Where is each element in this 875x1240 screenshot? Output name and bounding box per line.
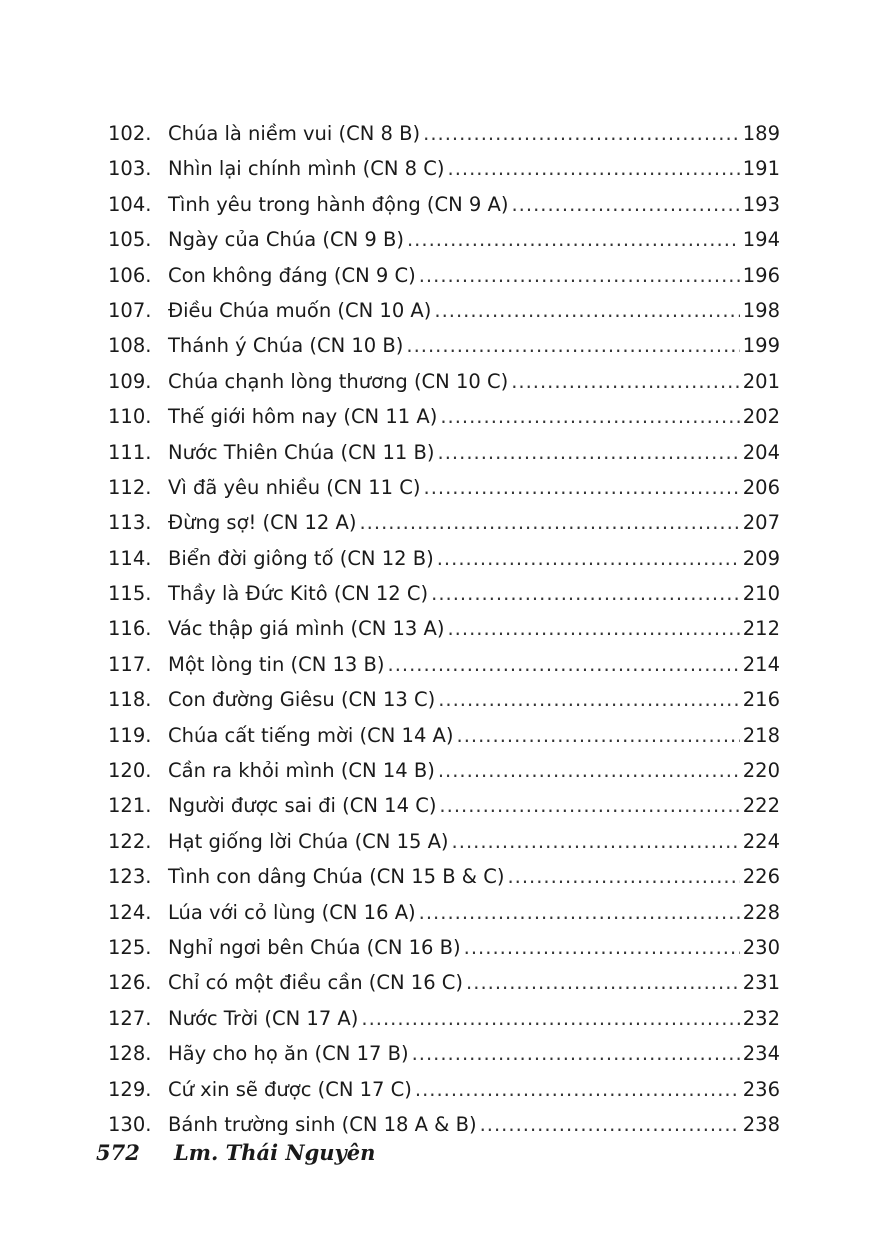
entry-page: 212 xyxy=(742,617,780,641)
toc-entry xyxy=(108,576,780,611)
dot-leader xyxy=(466,965,740,1000)
entry-title: Thế giới hôm nay (CN 11 A) xyxy=(168,405,438,429)
dot-leader xyxy=(447,611,739,646)
entry-page: 232 xyxy=(742,1006,780,1030)
entry-number: 113. xyxy=(108,511,152,535)
entry-page: 218 xyxy=(742,723,780,747)
entry-page: 196 xyxy=(742,263,780,287)
toc-entry xyxy=(108,293,780,328)
entry-title: Nước Thiên Chúa (CN 11 B) xyxy=(168,440,435,464)
entry-number: 128. xyxy=(108,1042,152,1066)
entry-number: 116. xyxy=(108,617,152,641)
toc-entry xyxy=(108,895,780,930)
dot-leader xyxy=(423,116,740,151)
entry-number: 112. xyxy=(108,475,152,499)
dot-leader xyxy=(448,151,740,186)
entry-title: Nước Trời (CN 17 A) xyxy=(168,1006,359,1030)
entry-page: 198 xyxy=(742,298,780,322)
entry-title: Hãy cho họ ăn (CN 17 B) xyxy=(168,1042,409,1066)
toc-entry xyxy=(108,399,780,434)
entry-number: 106. xyxy=(108,263,152,287)
entry-page: 236 xyxy=(742,1077,780,1101)
toc-entry xyxy=(108,788,780,823)
toc-entry xyxy=(108,1107,780,1142)
entry-page: 214 xyxy=(742,652,780,676)
dot-leader xyxy=(457,718,740,753)
dot-leader xyxy=(437,541,740,576)
toc-entry xyxy=(108,541,780,576)
dot-leader xyxy=(438,682,740,717)
entry-title: Tình yêu trong hành động (CN 9 A) xyxy=(168,192,509,216)
entry-page: 234 xyxy=(742,1042,780,1066)
table-of-contents xyxy=(108,116,780,1142)
toc-entry xyxy=(108,824,780,859)
entry-title: Bánh trường sinh (CN 18 A & B) xyxy=(168,1112,477,1136)
entry-number: 108. xyxy=(108,334,152,358)
dot-leader xyxy=(440,399,739,434)
entry-page: 199 xyxy=(742,334,780,358)
entry-number: 114. xyxy=(108,546,152,570)
entry-title: Nhìn lại chính mình (CN 8 C) xyxy=(168,157,445,181)
entry-title: Chúa là niềm vui (CN 8 B) xyxy=(168,122,421,145)
entry-number: 117. xyxy=(108,652,152,676)
toc-entry xyxy=(108,364,780,399)
toc-entry xyxy=(108,1001,780,1036)
entry-page: 226 xyxy=(742,865,780,889)
entry-title: Hạt giống lời Chúa (CN 15 A) xyxy=(168,829,449,853)
entry-title: Đừng sợ! (CN 12 A) xyxy=(168,511,357,535)
entry-title: Người được sai đi (CN 14 C) xyxy=(168,794,437,818)
dot-leader xyxy=(480,1107,740,1142)
toc-entry xyxy=(108,258,780,293)
toc-entry xyxy=(108,965,780,1000)
entry-number: 122. xyxy=(108,829,152,853)
entry-number: 115. xyxy=(108,582,152,606)
entry-page: 191 xyxy=(742,157,780,181)
dot-leader xyxy=(438,753,740,788)
toc-entry xyxy=(108,611,780,646)
entry-title: Chỉ có một điều cần (CN 16 C) xyxy=(168,971,464,995)
entry-title: Vác thập giá mình (CN 13 A) xyxy=(168,617,445,641)
dot-leader xyxy=(361,1001,739,1036)
dot-leader xyxy=(511,364,740,399)
entry-number: 130. xyxy=(108,1112,152,1136)
entry-title: Ngày của Chúa (CN 9 B) xyxy=(168,228,404,252)
entry-page: 201 xyxy=(742,369,780,393)
dot-leader xyxy=(359,505,739,540)
entry-page: 193 xyxy=(742,192,780,216)
dot-leader xyxy=(406,328,739,363)
entry-title: Thầy là Đức Kitô (CN 12 C) xyxy=(168,582,429,606)
toc-entry xyxy=(108,187,780,222)
dot-leader xyxy=(388,647,740,682)
entry-title: Điều Chúa muốn (CN 10 A) xyxy=(168,298,432,322)
toc-entry xyxy=(108,435,780,470)
entry-number: 120. xyxy=(108,759,152,783)
entry-number: 110. xyxy=(108,405,152,429)
toc-entry xyxy=(108,647,780,682)
dot-leader xyxy=(434,293,739,328)
dot-leader xyxy=(507,859,739,894)
footer-author: Lm. Thái Nguyên xyxy=(174,1140,376,1165)
toc-entry xyxy=(108,718,780,753)
toc-entry xyxy=(108,151,780,186)
entry-page: 216 xyxy=(742,688,780,712)
dot-leader xyxy=(407,222,740,257)
toc-entry xyxy=(108,328,780,363)
toc-entry xyxy=(108,1036,780,1071)
entry-title: Lúa với cỏ lùng (CN 16 A) xyxy=(168,900,416,924)
entry-page: 202 xyxy=(742,405,780,429)
entry-title: Cứ xin sẽ được (CN 17 C) xyxy=(168,1077,412,1101)
dot-leader xyxy=(439,788,739,823)
entry-page: 231 xyxy=(742,971,780,995)
page-footer xyxy=(96,1140,375,1165)
entry-number: 125. xyxy=(108,935,152,959)
footer-page-number: 572 xyxy=(96,1140,140,1165)
entry-page: 220 xyxy=(742,759,780,783)
entry-page: 209 xyxy=(742,546,780,570)
entry-title: Nghỉ ngơi bên Chúa (CN 16 B) xyxy=(168,935,461,959)
dot-leader xyxy=(511,187,739,222)
dot-leader xyxy=(415,1072,740,1107)
dot-leader xyxy=(412,1036,740,1071)
dot-leader xyxy=(431,576,740,611)
entry-title: Vì đã yêu nhiều (CN 11 C) xyxy=(168,475,421,499)
entry-page: 224 xyxy=(742,829,780,853)
entry-page: 230 xyxy=(742,935,780,959)
toc-entry xyxy=(108,859,780,894)
dot-leader xyxy=(419,895,740,930)
entry-page: 207 xyxy=(742,511,780,535)
entry-title: Thánh ý Chúa (CN 10 B) xyxy=(168,334,404,358)
entry-title: Chúa cất tiếng mời (CN 14 A) xyxy=(168,723,454,747)
entry-number: 103. xyxy=(108,157,152,181)
entry-number: 127. xyxy=(108,1006,152,1030)
entry-number: 109. xyxy=(108,369,152,393)
toc-entry xyxy=(108,470,780,505)
entry-number: 123. xyxy=(108,865,152,889)
entry-title: Biển đời giông tố (CN 12 B) xyxy=(168,546,434,570)
toc-entry xyxy=(108,682,780,717)
entry-page: 204 xyxy=(742,440,780,464)
entry-page: 222 xyxy=(742,794,780,818)
entry-page: 238 xyxy=(742,1112,780,1136)
entry-number: 105. xyxy=(108,228,152,252)
entry-number: 119. xyxy=(108,723,152,747)
entry-number: 121. xyxy=(108,794,152,818)
entry-page: 189 xyxy=(742,122,780,145)
entry-number: 104. xyxy=(108,192,152,216)
dot-leader xyxy=(438,435,740,470)
dot-leader xyxy=(424,470,740,505)
entry-title: Một lòng tin (CN 13 B) xyxy=(168,652,385,676)
dot-leader xyxy=(452,824,740,859)
entry-number: 126. xyxy=(108,971,152,995)
entry-number: 124. xyxy=(108,900,152,924)
entry-title: Con đường Giêsu (CN 13 C) xyxy=(168,688,436,712)
entry-number: 111. xyxy=(108,440,152,464)
entry-title: Cần ra khỏi mình (CN 14 B) xyxy=(168,759,435,783)
entry-number: 107. xyxy=(108,298,152,322)
entry-title: Tình con dâng Chúa (CN 15 B & C) xyxy=(168,865,505,889)
dot-leader xyxy=(419,258,740,293)
entry-number: 118. xyxy=(108,688,152,712)
toc-entry xyxy=(108,116,780,151)
entry-page: 228 xyxy=(742,900,780,924)
dot-leader xyxy=(464,930,740,965)
entry-number: 129. xyxy=(108,1077,152,1101)
toc-entry xyxy=(108,753,780,788)
entry-page: 210 xyxy=(742,582,780,606)
toc-entry xyxy=(108,222,780,257)
entry-page: 194 xyxy=(742,228,780,252)
entry-number: 102. xyxy=(108,122,152,145)
entry-title: Con không đáng (CN 9 C) xyxy=(168,263,416,287)
entry-title: Chúa chạnh lòng thương (CN 10 C) xyxy=(168,369,509,393)
toc-entry xyxy=(108,505,780,540)
toc-entry xyxy=(108,930,780,965)
toc-entry xyxy=(108,1072,780,1107)
entry-page: 206 xyxy=(742,475,780,499)
